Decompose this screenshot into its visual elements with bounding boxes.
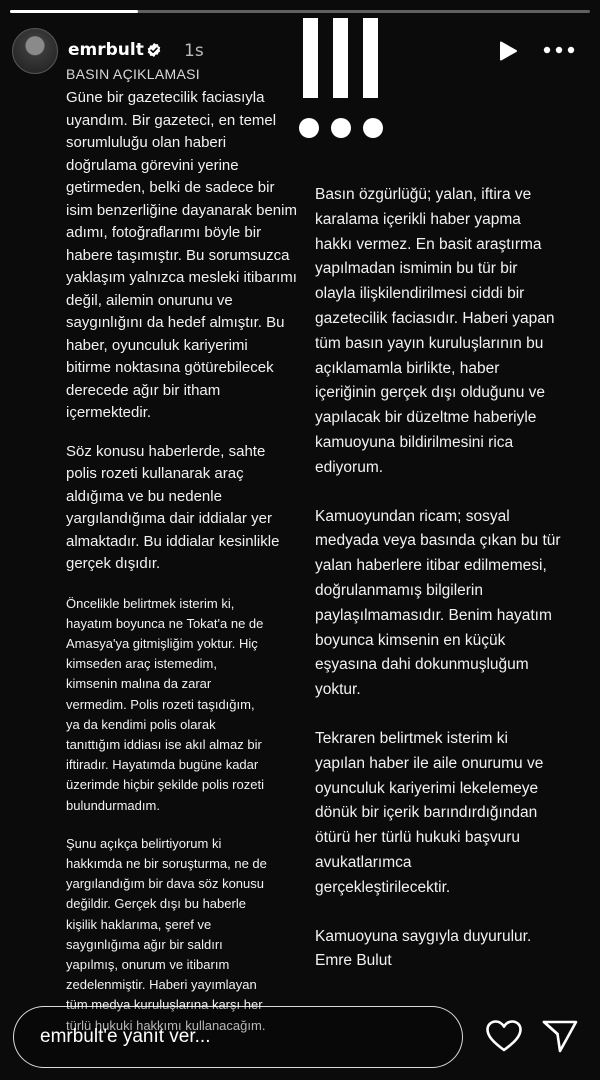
story-progress-fill <box>10 10 138 13</box>
heart-icon[interactable] <box>485 1019 523 1053</box>
avatar[interactable] <box>12 28 58 74</box>
statement-paragraph: Şunu açıkça belirtiyorum ki hakkımda ne bir soruşturma, ne de yargılandığım bir dava söz konusu değildir. Gerçek dışı bu haberle kişilik haklarıma, şeref ve saygınlığıma ağır bir saldırı yapılmış, onurum ve itibarım zedelenmiştir. Haberi yayımlayan tüm medya kuruluşlarına karşı her türlü hukuki hakkımı kullanacağım. <box>66 835 267 1033</box>
statement-paragraph: Tekraren belirtmek isterim ki yapılan haber ile aile onurumu ve oyunculuk kariyerimi lekelemeye dönük bir içerik barındırdığından ötürü her türlü hukuki başvuru avukatlarımca gerçekleştirilecektir. <box>315 729 544 896</box>
statement-left-column <box>66 66 298 1036</box>
play-icon[interactable] <box>498 40 518 62</box>
exclamation-marks-graphic <box>296 18 386 142</box>
reply-input[interactable] <box>40 1023 440 1051</box>
verified-badge-icon <box>146 42 162 58</box>
reply-box[interactable] <box>13 1006 463 1068</box>
statement-right-column <box>315 183 577 974</box>
post-time: 1s <box>184 41 204 61</box>
statement-signoff: Kamuoyuna saygıyla duyurulur. Emre Bulut <box>315 927 532 970</box>
send-icon[interactable] <box>541 1018 579 1054</box>
statement-paragraph: Öncelikle belirtmek isterim ki, hayatım boyunca ne Tokat'a ne de Amasya'ya gitmişliğim yoktur. Hiç kimseden araç istemedim, kimsenin malına da zarar vermedim. Polis rozeti taşıdığım, ya da kendimi polis olarak tanıttığım iddiası ise akıl almaz bir iftiradır. Hayatımda bugüne kadar üzerimde hiçbir şekilde polis rozeti bulundurmadım. <box>66 595 264 813</box>
statement-paragraph: Söz konusu haberlerde, sahte polis rozeti kullanarak araç aldığıma ve bu nedenle yargılandığıma dair iddialar yer almaktadır. Bu iddialar kesinlikle gerçek dışıdır. <box>66 442 280 572</box>
statement-paragraph: Basın özgürlüğü; yalan, iftira ve karalama içerikli haber yapma hakkı vermez. En basit araştırma yapılmadan ismimin bu tür bir olayla ilişkilendirilmesi ciddi bir gazetecilik faciasıdır. Haberi yapan tüm basın yayın kuruluşlarının bu açıklamamla birlikte, haber içeriğinin gerçek dışı olduğunu ve yapılacak bir düzeltme haberiyle kamuoyuna bildirilmesini rica ediyorum. <box>315 186 555 476</box>
statement-paragraph: Güne bir gazetecilik faciasıyla uyandım. Bir gazeteci, en temel sorumluluğu olan haberi doğrulama görevini yerine getirmeden, belki de sadece bir isim benzerliğine dayanarak benim adımı, fotoğraflarımı böyle bir habere taşımıştır. Bu sorumsuzca yaklaşım yalnızca mesleki itibarımı değil, ailemin onurunu ve saygınlığını da hedef almıştır. Bu haber, oyunculuk kariyerimi bitirme noktasına götürebilecek derecede ağır bir itham içermektedir. <box>66 89 297 421</box>
story-progress-bar <box>10 10 590 13</box>
more-options-icon[interactable] <box>542 40 576 60</box>
username[interactable]: emrbult <box>68 40 144 60</box>
statement-paragraph: Kamuoyundan ricam; sosyal medyada veya basında çıkan bu tür yalan haberlere itibar edilmemesi, doğrulanmamış bilgilerin paylaşılmamasıdır. Benim hayatım boyunca kimsenin en küçük eşyasına dahi dokunmuşluğum yoktur. <box>315 507 561 699</box>
statement-heading: BASIN AÇIKLAMASI <box>66 66 200 82</box>
